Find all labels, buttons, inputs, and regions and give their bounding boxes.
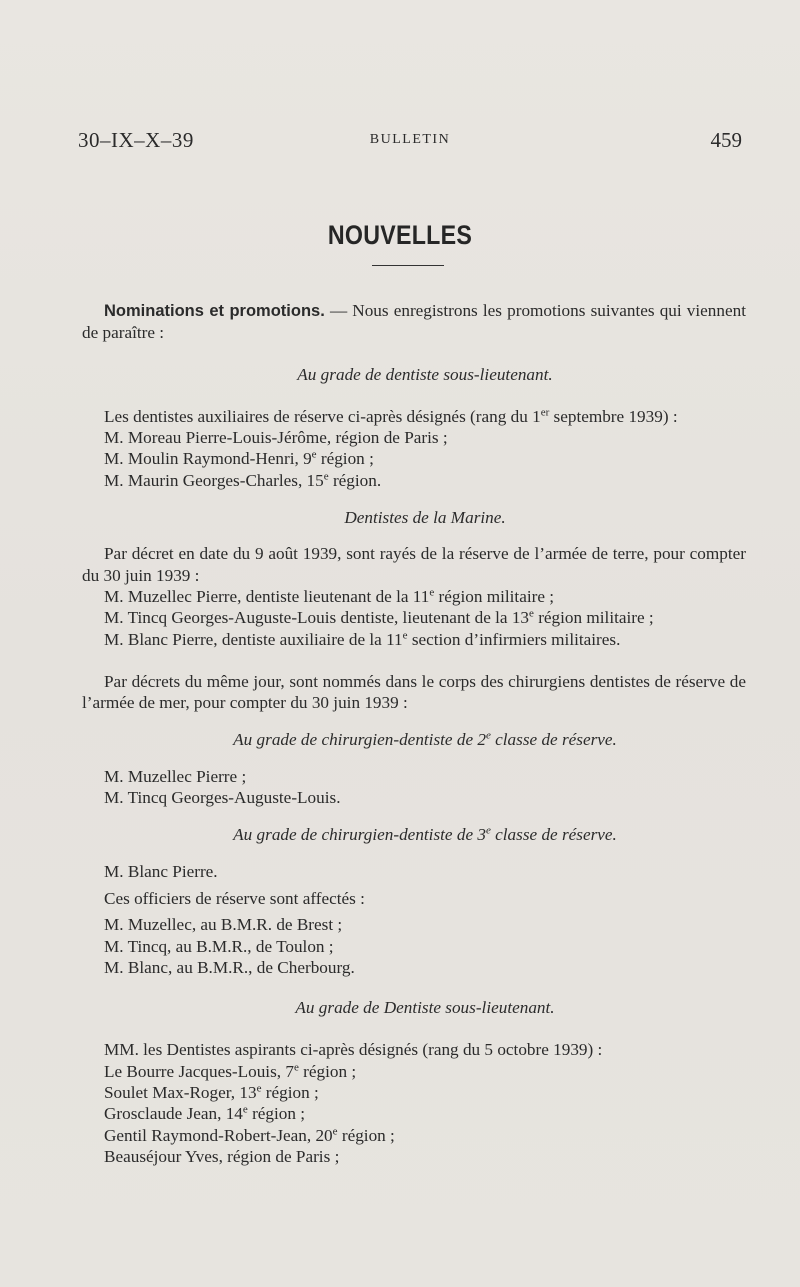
issue-date-range: 30–IX–X–39 [78,128,194,152]
list-2e-classe [104,766,746,809]
list-item: M. Maurin Georges-Charles, 15e région. [104,470,382,490]
list-item: M. Muzellec Pierre, dentiste lieutenant de la 11e région militaire ; [104,586,555,606]
paragraph-decrets: Par décrets du même jour, sont nommés dans le corps des chirurgiens dentistes de réserve de l’armée de mer, pour compter du 30 juin 1939 : [82,671,746,713]
journal-name: BULLETIN [369,132,451,147]
list-item: M. Tincq Georges-Auguste-Louis dentiste, lieutenant de la 13e région militaire ; [104,607,654,628]
heading-marine: Dentistes de la Marine. [344,508,506,528]
title-divider [372,265,444,266]
list-aspirants [104,1061,746,1167]
list-item: M. Muzellec Pierre ; [104,766,247,786]
intro-lead: Nominations et promotions. [104,302,325,320]
heading-sous-lieutenant: Au grade de dentiste sous-lieutenant. [297,364,553,384]
heading-dentiste-sous-lieutenant: Au grade de Dentiste sous-lieutenant. [295,998,555,1018]
list-item: M. Tincq Georges-Auguste-Louis. [104,788,341,808]
list-item: M. Moreau Pierre-Louis-Jérôme, région de Paris ; [104,428,448,448]
list-item: Soulet Max-Roger, 13e région ; [104,1082,319,1103]
paragraph-auxiliaires: Les dentistes auxiliaires de réserve ci-après désignés (rang du 1er septembre 1939) : [104,406,678,426]
page-number: 459 [710,128,742,152]
heading-3e-classe: Au grade de chirurgien-dentiste de 3e classe de réserve. [233,824,617,845]
paragraph-affectations: Ces officiers de réserve sont affectés : [104,888,365,908]
list-item: Le Bourre Jacques-Louis, 7e région ; [104,1060,357,1081]
section-title: NOUVELLES [327,220,473,250]
list-sous-lieutenants [104,427,746,491]
paragraph-decret: Par décret en date du 9 août 1939, sont rayés de la réserve de l’armée de terre, pour compter du 30 juin 1939 : [82,544,746,585]
article-body [82,300,746,1167]
running-head [78,128,742,158]
list-item: Beauséjour Yves, région de Paris ; [104,1146,340,1166]
list-item: M. Blanc, au B.M.R., de Cherbourg. [104,957,355,977]
intro-paragraph [82,300,746,344]
paragraph-aspirants: MM. les Dentistes aspirants ci-après désignés (rang du 5 octobre 1939) : [104,1040,603,1060]
list-item: M. Blanc Pierre. [104,861,218,881]
list-3e-classe [104,861,746,882]
list-item: Grosclaude Jean, 14e région ; [104,1103,306,1124]
list-item: M. Blanc Pierre, dentiste auxiliaire de la 11e section d’infirmiers militaires. [104,628,621,649]
list-item: M. Moulin Raymond-Henri, 9e région ; [104,448,374,469]
heading-2e-classe: Au grade de chirurgien-dentiste de 2e classe de réserve. [233,729,617,750]
list-affectations [104,914,746,978]
list-item: M. Muzellec, au B.M.R. de Brest ; [104,915,343,935]
intro-text: — Nous enregistrons les promotions suivantes qui viennent de paraître : [82,301,746,343]
list-item: M. Tincq, au B.M.R., de Toulon ; [104,936,334,956]
list-rayes [104,586,746,650]
list-item: Gentil Raymond-Robert-Jean, 20e région ; [104,1124,395,1145]
